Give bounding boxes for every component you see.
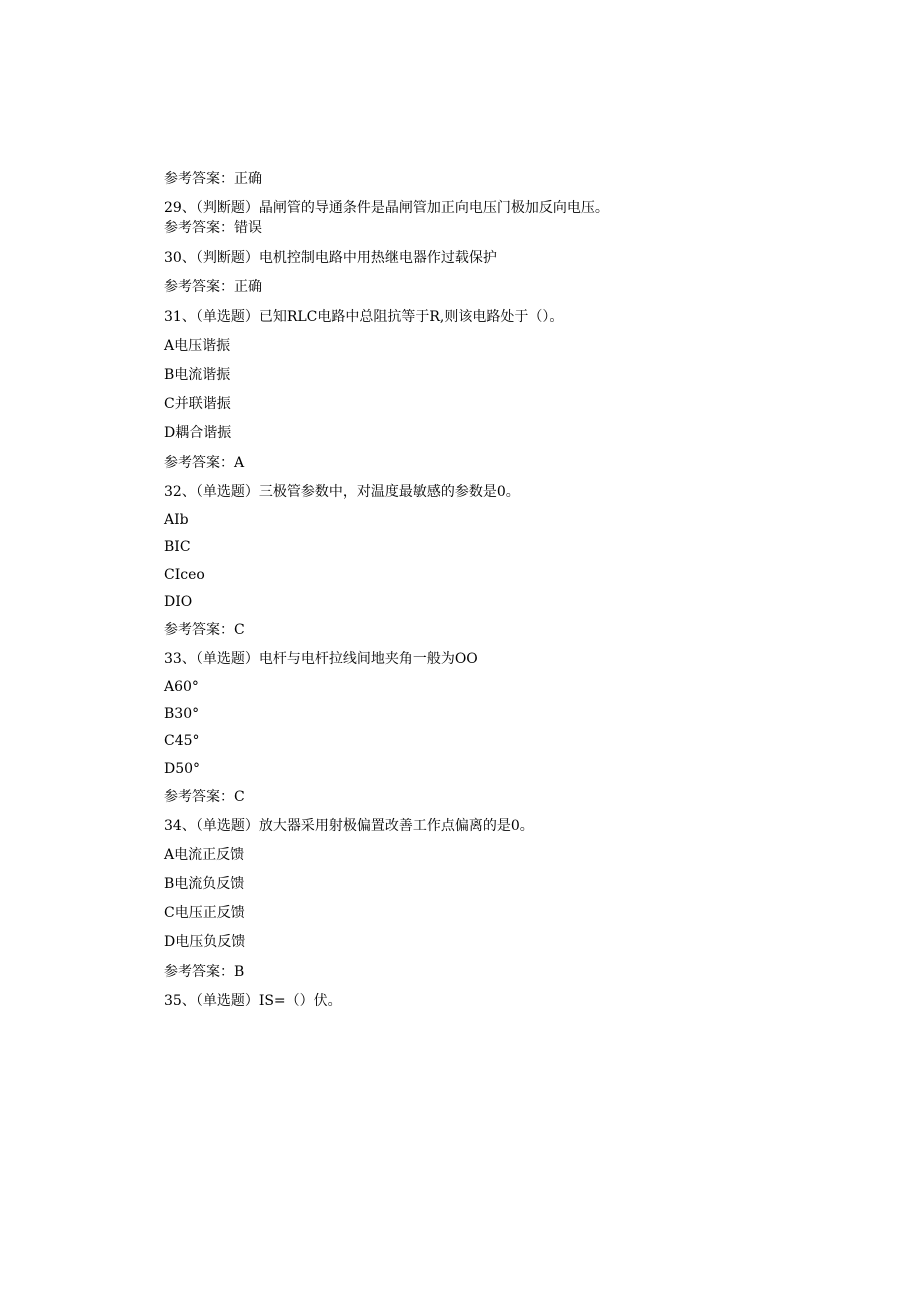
question-30: 30、（判断题）电机控制电路中用热继电器作过载保护	[164, 250, 497, 266]
option-31-b: B电流谐振	[164, 367, 231, 383]
answer-34: 参考答案：B	[164, 964, 245, 980]
option-33-b: B30°	[164, 706, 200, 722]
question-31: 31、（单选题）已知RLC电路中总阻抗等于R,则该电路处于（）。	[164, 309, 564, 325]
answer-33: 参考答案：C	[164, 789, 245, 805]
option-31-a: A电压谐振	[164, 338, 231, 354]
option-32-a: AIb	[164, 512, 189, 528]
option-34-a: A电流正反馈	[164, 847, 245, 863]
question-35: 35、（单选题）IS=（）伏。	[164, 993, 342, 1009]
question-34: 34、（单选题）放大器采用射极偏置改善工作点偏离的是0。	[164, 818, 534, 834]
option-31-d: D耦合谐振	[164, 425, 232, 441]
option-31-c: C并联谐振	[164, 396, 231, 412]
option-32-d: DIO	[164, 594, 193, 610]
option-34-d: D电压负反馈	[164, 934, 246, 950]
answer-29: 参考答案：错误	[164, 220, 262, 236]
option-33-d: D50°	[164, 761, 201, 777]
question-33: 33、（单选题）电杆与电杆拉线间地夹角一般为OO	[164, 651, 478, 667]
question-32: 32、（单选题）三极管参数中，对温度最敏感的参数是0。	[164, 484, 520, 500]
option-34-b: B电流负反馈	[164, 876, 245, 892]
option-32-b: BIC	[164, 539, 191, 555]
answer-30: 参考答案：正确	[164, 279, 262, 295]
option-33-a: A60°	[164, 679, 199, 695]
answer-28: 参考答案：正确	[164, 171, 262, 187]
answer-32: 参考答案：C	[164, 622, 245, 638]
question-29: 29、（判断题）晶闸管的导通条件是晶闸管加正向电压门极加反向电压。	[164, 200, 609, 216]
option-34-c: C电压正反馈	[164, 905, 245, 921]
option-32-c: CIceo	[164, 567, 205, 583]
option-33-c: C45°	[164, 733, 200, 749]
answer-31: 参考答案：A	[164, 455, 245, 471]
